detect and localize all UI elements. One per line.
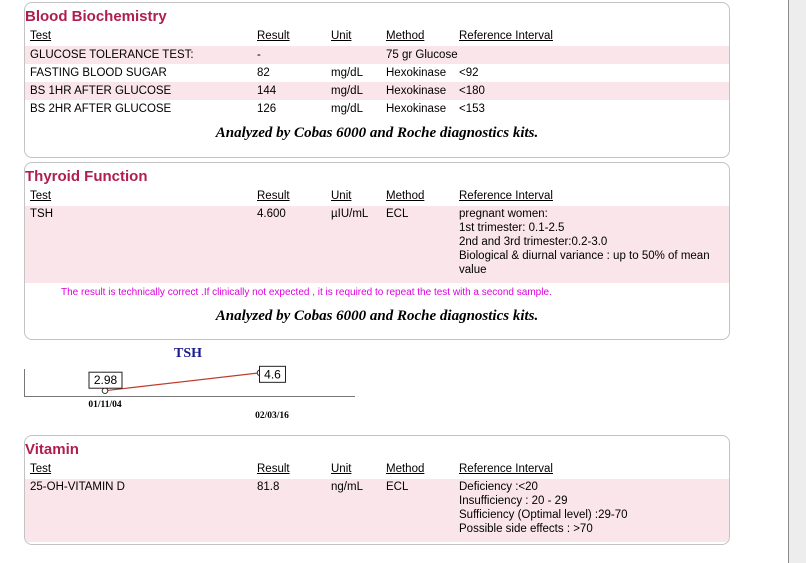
column-header-unit: Unit bbox=[331, 30, 352, 42]
column-header-test: Test bbox=[30, 190, 52, 202]
column-header-unit: Unit bbox=[331, 190, 352, 202]
result-value: 4.600 bbox=[257, 208, 286, 220]
column-header-reference: Reference Interval bbox=[459, 190, 553, 202]
column-header-result: Result bbox=[257, 463, 290, 475]
column-header-test: Test bbox=[30, 463, 52, 475]
reference-interval bbox=[459, 207, 721, 277]
blood-biochemistry-section bbox=[24, 2, 730, 158]
table-header bbox=[25, 28, 729, 44]
analyzer-footnote: Analyzed by Cobas 6000 and Roche diagnostics kits. bbox=[215, 125, 539, 141]
column-header-reference: Reference Interval bbox=[459, 463, 553, 475]
column-header-unit: Unit bbox=[331, 463, 352, 475]
reference-line: Deficiency :<20 bbox=[459, 481, 538, 493]
section-title: Vitamin bbox=[25, 441, 79, 458]
method: Hexokinase bbox=[386, 103, 447, 115]
column-header-method: Method bbox=[386, 190, 425, 202]
vertical-scrollbar-track[interactable] bbox=[788, 0, 806, 563]
analyzer-footnote: Analyzed by Cobas 6000 and Roche diagnostics kits. bbox=[215, 308, 539, 324]
reference-line: Possible side effects : >70 bbox=[459, 523, 593, 535]
thyroid-function-section bbox=[24, 162, 730, 340]
test-name: TSH bbox=[30, 208, 53, 220]
reference-line: 2nd and 3rd trimester:0.2-3.0 bbox=[459, 236, 608, 248]
section-title: Thyroid Function bbox=[25, 168, 148, 185]
reference-interval: <153 bbox=[459, 103, 485, 115]
x-tick-label: 01/11/04 bbox=[88, 400, 122, 410]
unit: mg/dL bbox=[331, 67, 363, 79]
data-label: 2.98 bbox=[93, 373, 118, 388]
tsh-trend-chart bbox=[0, 340, 400, 435]
reference-interval: <92 bbox=[459, 67, 479, 79]
vitamin-section bbox=[24, 435, 730, 545]
table-row bbox=[25, 64, 729, 82]
data-point-marker bbox=[102, 388, 108, 394]
test-name: FASTING BLOOD SUGAR bbox=[30, 67, 167, 79]
table-row bbox=[25, 479, 729, 542]
column-header-reference: Reference Interval bbox=[459, 30, 553, 42]
table-row bbox=[25, 206, 729, 283]
reference-line: pregnant women: bbox=[459, 208, 548, 220]
method: Hexokinase bbox=[386, 67, 447, 79]
result-value: 82 bbox=[257, 67, 270, 79]
result-value: 144 bbox=[257, 85, 277, 97]
table-header bbox=[25, 188, 729, 204]
section-title: Blood Biochemistry bbox=[25, 8, 167, 25]
unit: ng/mL bbox=[331, 481, 363, 493]
x-tick-label: 02/03/16 bbox=[255, 411, 289, 421]
test-name: 25-OH-VITAMIN D bbox=[30, 481, 125, 493]
column-header-test: Test bbox=[30, 30, 52, 42]
reference-interval bbox=[459, 480, 721, 536]
method: ECL bbox=[386, 481, 409, 493]
table-row bbox=[25, 46, 729, 64]
method: 75 gr Glucose bbox=[386, 49, 458, 61]
method: ECL bbox=[386, 208, 409, 220]
chart-title: TSH bbox=[173, 346, 203, 361]
column-header-method: Method bbox=[386, 30, 425, 42]
unit: mg/dL bbox=[331, 103, 363, 115]
result-value: 126 bbox=[257, 103, 277, 115]
reference-line: Sufficiency (Optimal level) :29-70 bbox=[459, 509, 628, 521]
table-row bbox=[25, 82, 729, 100]
reference-interval: <180 bbox=[459, 85, 485, 97]
unit: mg/dL bbox=[331, 85, 363, 97]
table-row bbox=[25, 100, 729, 118]
result-value: 81.8 bbox=[257, 481, 280, 493]
test-name: BS 2HR AFTER GLUCOSE bbox=[30, 103, 172, 115]
result-value: - bbox=[257, 49, 261, 61]
technical-note: The result is technically correct .If clinically not expected , it is required to repeat the test with a second sample. bbox=[61, 287, 552, 298]
table-header bbox=[25, 461, 729, 477]
reference-line: 1st trimester: 0.1-2.5 bbox=[459, 222, 565, 234]
reference-line: Biological & diurnal variance : up to 50% of mean value bbox=[459, 250, 710, 276]
reference-line: Insufficiency : 20 - 29 bbox=[459, 495, 568, 507]
method: Hexokinase bbox=[386, 85, 447, 97]
column-header-result: Result bbox=[257, 30, 290, 42]
test-name: BS 1HR AFTER GLUCOSE bbox=[30, 85, 172, 97]
test-name: GLUCOSE TOLERANCE TEST: bbox=[30, 49, 194, 61]
unit: µIU/mL bbox=[331, 208, 369, 220]
column-header-method: Method bbox=[386, 463, 425, 475]
data-label: 4.6 bbox=[264, 367, 281, 382]
tsh-series-line bbox=[105, 373, 260, 391]
column-header-result: Result bbox=[257, 190, 290, 202]
